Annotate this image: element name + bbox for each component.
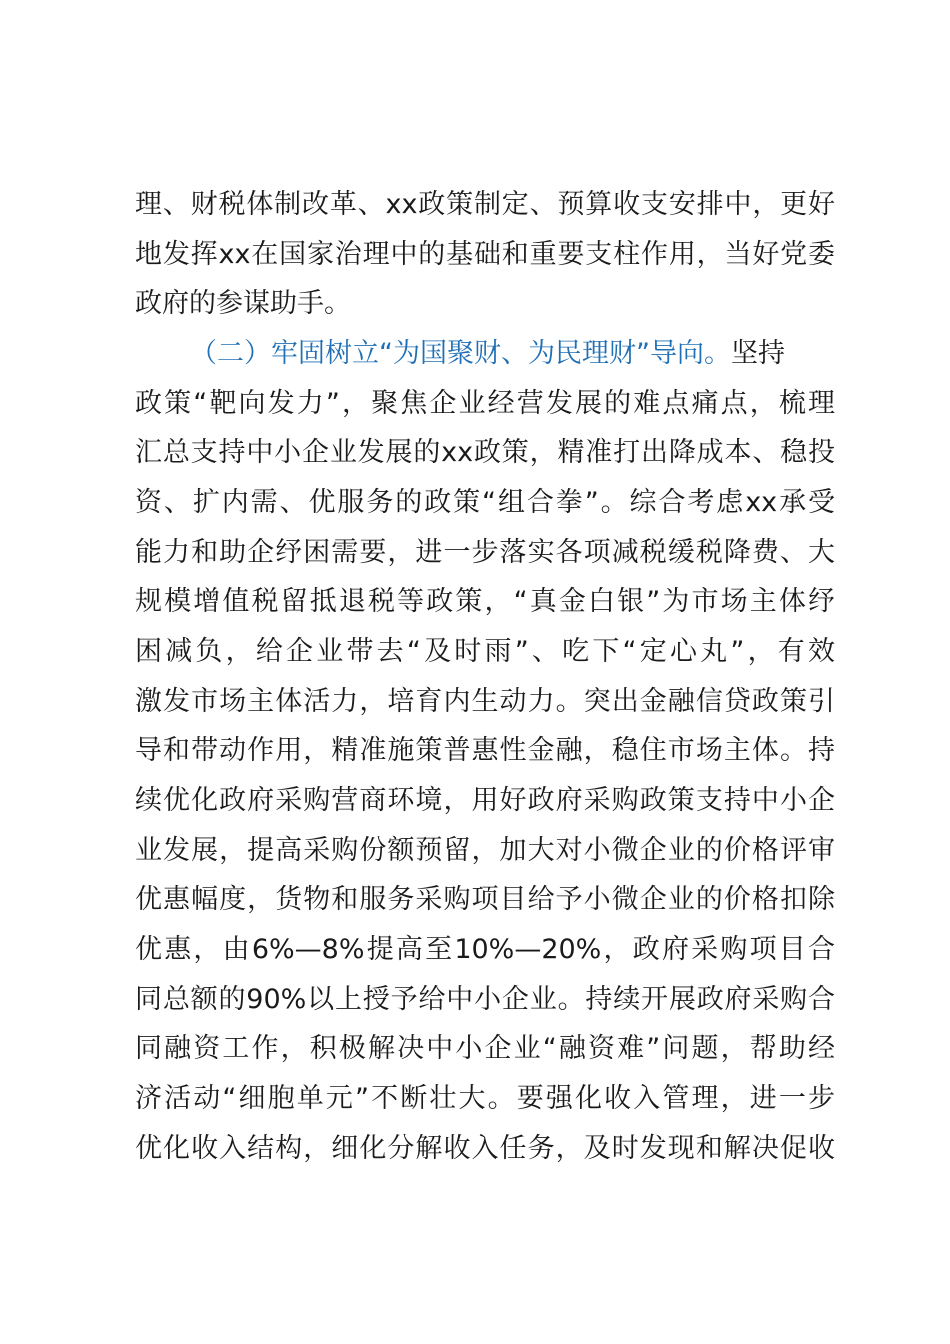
paragraph-2-line-16: 济活动“细胞单元”不断壮大。要强化收入管理，进一步 — [135, 1083, 835, 1114]
paragraph-2-line-13: 优惠，由6%—8%提高至10%—20%，政府采购项目合 — [135, 934, 835, 965]
paragraph-2-line-17: 优化收入结构，细化分解收入任务，及时发现和解决促收 — [135, 1133, 835, 1164]
paragraph-1-line-1: 理、财税体制改革、xx政策制定、预算收支安排中，更好 — [135, 189, 835, 220]
paragraph-2-line-2: 政策“靶向发力”，聚焦企业经营发展的难点痛点，梳理 — [135, 388, 835, 419]
paragraph-2-line-8: 激发市场主体活力，培育内生动力。突出金融信贷政策引 — [135, 686, 835, 717]
paragraph-1-line-3: 政府的参谋助手。 — [135, 288, 351, 319]
paragraph-2-line-6: 规模增值税留抵退税等政策，“真金白银”为市场主体纾 — [135, 586, 835, 617]
paragraph-2-line-10: 续优化政府采购营商环境，用好政府采购政策支持中小企 — [135, 785, 835, 816]
paragraph-2-line-1 — [190, 329, 835, 379]
paragraph-2-line-3: 汇总支持中小企业发展的xx政策，精准打出降成本、稳投 — [135, 437, 835, 468]
paragraph-2-line-5: 能力和助企纾困需要，进一步落实各项减税缓税降费、大 — [135, 537, 835, 568]
paragraph-2-line-7: 困减负，给企业带去“及时雨”、吃下“定心丸”，有效 — [135, 636, 835, 667]
paragraph-2-line-12: 优惠幅度，货物和服务采购项目给予小微企业的价格扣除 — [135, 884, 835, 915]
section-heading: （二）牢固树立“为国聚财、为民理财”导向。 — [190, 338, 731, 369]
paragraph-2-line-14: 同总额的90%以上授予给中小企业。持续开展政府采购合 — [135, 984, 835, 1015]
paragraph-1-line-2: 地发挥xx在国家治理中的基础和重要支柱作用，当好党委 — [135, 239, 835, 270]
paragraph-2-line-4: 资、扩内需、优服务的政策“组合拳”。综合考虑xx承受 — [135, 487, 835, 518]
paragraph-2-line-9: 导和带动作用，精准施策普惠性金融，稳住市场主体。持 — [135, 735, 835, 766]
heading-line-rest: 坚持 — [730, 338, 785, 369]
paragraph-2-line-11: 业发展，提高采购份额预留，加大对小微企业的价格评审 — [135, 835, 835, 866]
paragraph-2-line-15: 同融资工作，积极解决中小企业“融资难”问题，帮助经 — [135, 1033, 835, 1064]
